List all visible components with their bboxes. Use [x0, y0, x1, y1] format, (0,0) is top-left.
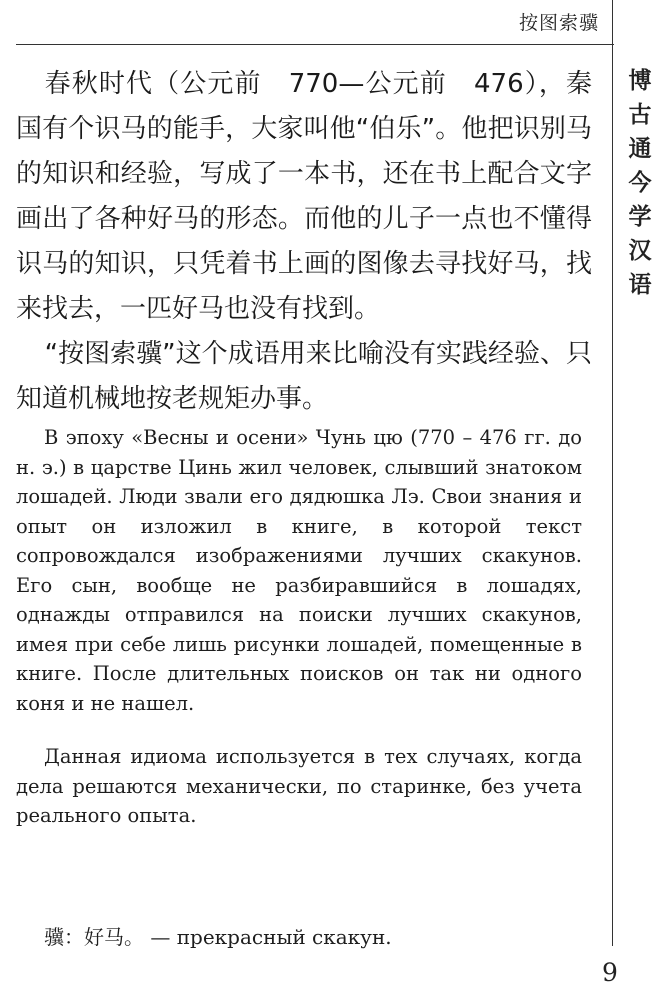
side-title-char: 通 — [628, 136, 652, 162]
page-number: 9 — [602, 958, 618, 987]
russian-paragraph-meaning: Данная идиома используется в тех случаях, когда дела решаются механически, по старинке, без учета реального опыта. — [16, 745, 582, 827]
margin-rule — [612, 0, 613, 946]
footnote — [44, 922, 392, 952]
side-title-char: 博 — [628, 68, 652, 94]
russian-text-block — [16, 423, 582, 831]
side-title-char: 今 — [628, 170, 652, 196]
header-rule — [16, 44, 614, 45]
side-title-char: 古 — [628, 102, 652, 128]
chinese-paragraph-story: 春秋时代（公元前 770—公元前 476），秦国有个识马的能手，大家叫他“伯乐”。他把识别马的知识和经验，写成了一本书，还在书上配合文字画出了各种好马的形态。而他的儿子一点也不懂得识马的知识，只凭着书上画的图像去寻找好马，找来找去，一匹好马也没有找到。 — [16, 69, 592, 324]
running-header-title: 按图索骥 — [518, 12, 599, 34]
side-title-char: 学 — [628, 204, 652, 230]
chinese-paragraph-meaning: “按图索骥”这个成语用来比喻没有实践经验、只知道机械地按老规矩办事。 — [16, 339, 592, 414]
side-title-char: 汉 — [628, 238, 652, 264]
side-title-char: 语 — [628, 272, 652, 298]
russian-paragraph-story: В эпоху «Весны и осени» Чунь цю (770 – 476 гг. до н. э.) в царстве Цинь жил человек, слывший знатоком лошадей. Люди звали его дядюшка Лэ. Свои знания и опыт он изложил в книге, в которой текст сопровождался изображениями лучших скакунов. Его сын, вообще не разбиравшийся в лошадях, однажды отправился на поиски лучших скакунов, имея при себе лишь рисунки лошадей, помещенные в книге. После длительных поисков он так ни одного коня и не нашел. — [16, 426, 582, 715]
footnote-term: 骥：好马。 — [44, 925, 144, 949]
side-series-title — [622, 64, 658, 302]
footnote-translation: — прекрасный скакун. — [144, 925, 392, 949]
chinese-text-block — [16, 62, 592, 422]
